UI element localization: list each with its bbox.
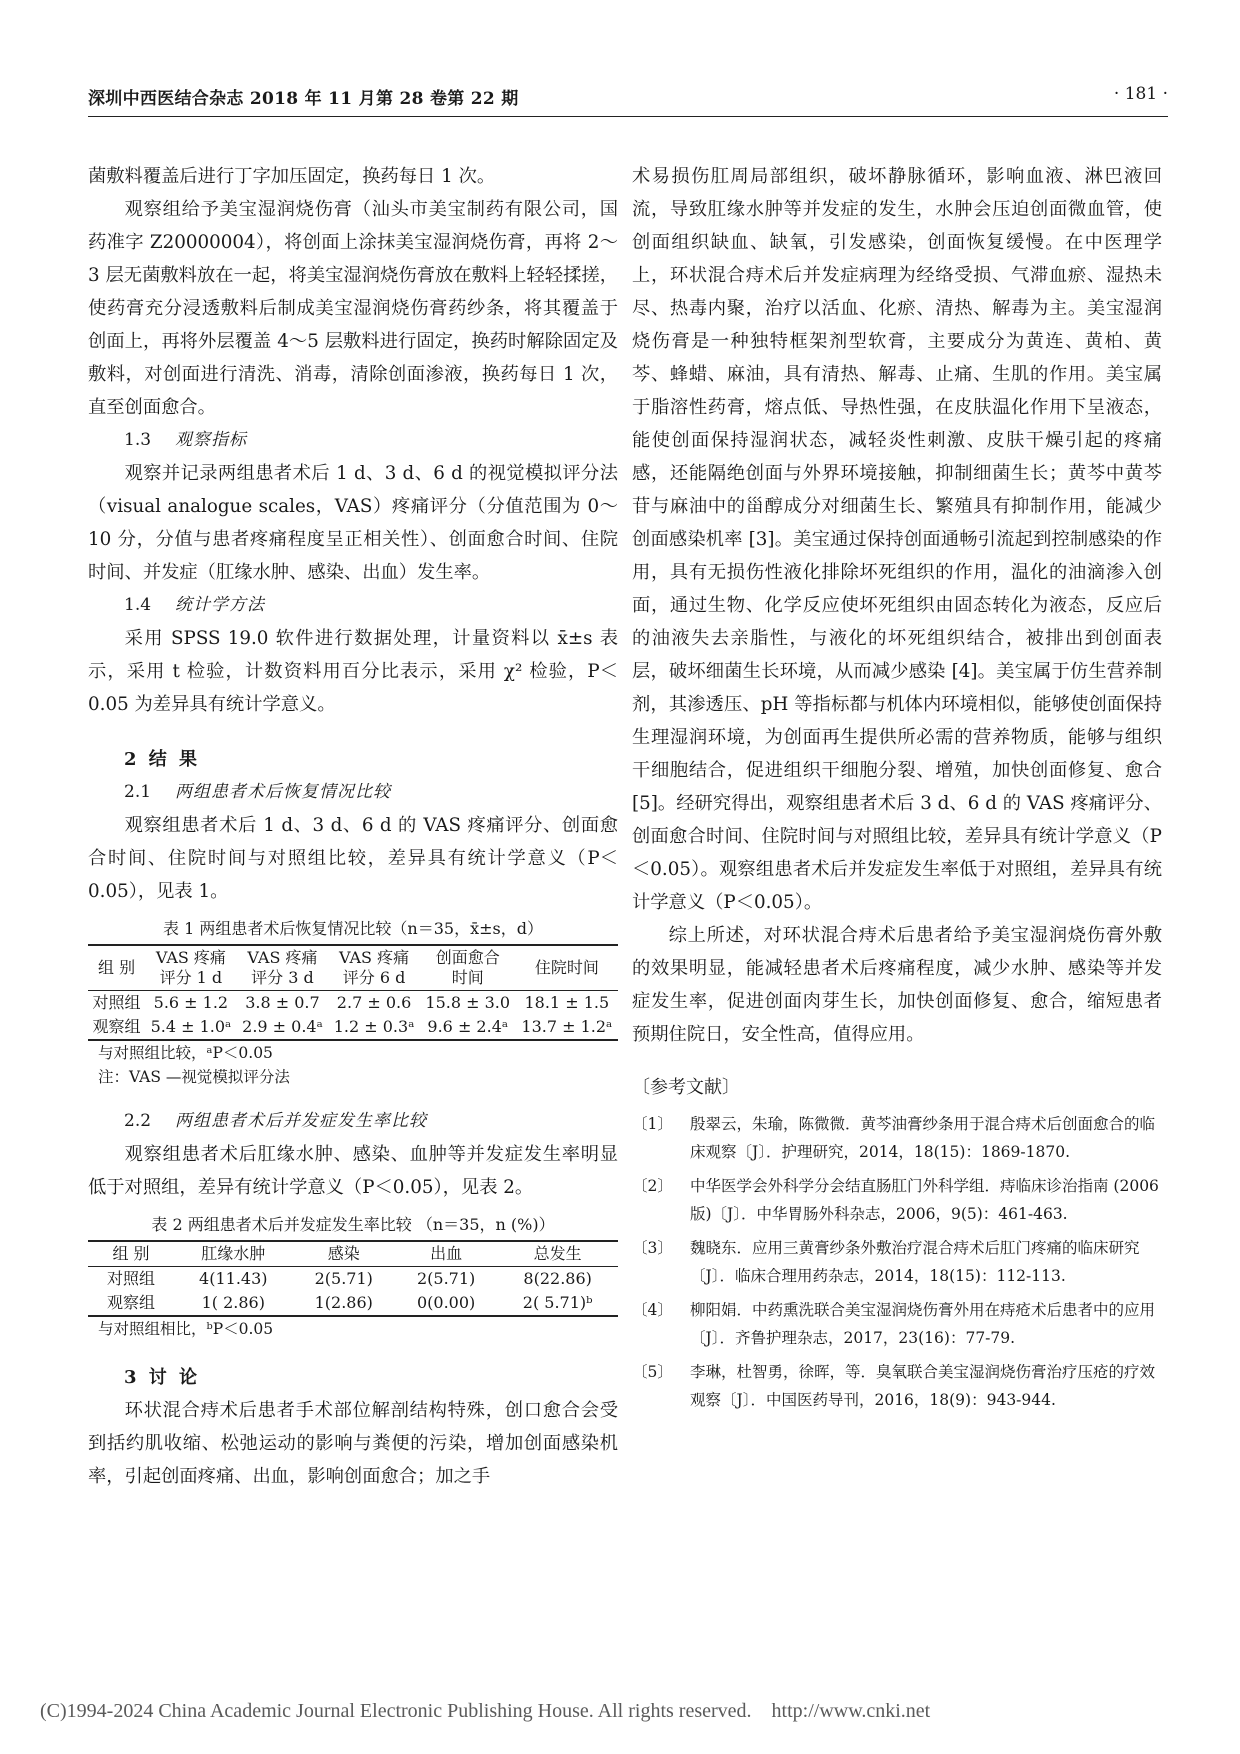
paragraph: 采用 SPSS 19.0 软件进行数据处理，计量资料以 x̄±s 表示，采用 t 检验，计数资料用百分比表示，采用 χ² 检验，P＜0.05 为差异具有统计学意义。 — [88, 628, 618, 715]
section-number: 2.2 — [124, 1111, 152, 1131]
section-title: 两组患者术后恢复情况比较 — [175, 782, 392, 802]
section-heading — [88, 424, 618, 457]
table-header: VAS 疼痛 评分 1 d — [145, 945, 237, 991]
section-title: 观察指标 — [175, 430, 248, 450]
table-header: 组 别 — [88, 945, 145, 991]
journal-title: 深圳中西医结合杂志 2018 年 11 月第 28 卷第 22 期 — [88, 89, 519, 109]
table-header: VAS 疼痛 评分 6 d — [328, 945, 420, 991]
reference-number: 〔3〕 — [632, 1239, 673, 1257]
table-1-caption: 表 1 两组患者术后恢复情况比较（n＝35，x̄±s，d） — [163, 919, 543, 938]
table-2-caption: 表 2 两组患者术后并发症发生率比较 （n＝35，n (%)） — [151, 1215, 555, 1234]
right-column — [632, 160, 1162, 1420]
table-row: 对照组 4(11.43) 2(5.71) 2(5.71) 8(22.86) — [106, 1269, 592, 1288]
table-header: 肛缘水肿 — [174, 1241, 293, 1267]
reference-item — [632, 1234, 1162, 1290]
references-heading: 〔参考文献〕 — [632, 1077, 740, 1098]
paragraph: 观察组患者术后肛缘水肿、感染、血肿等并发症发生率明显低于对照组，差异有统计学意义（P＜0.05），见表 2。 — [88, 1144, 618, 1198]
paragraph: 观察并记录两组患者术后 1 d、3 d、6 d 的视觉模拟评分法（visual analogue scales，VAS）疼痛评分（分值范围为 0～10 分，分值与患者疼痛程度呈正相关性）、创面愈合时间、住院时间、并发症（肛缘水肿、感染、出血）发生率。 — [88, 463, 618, 583]
section-title: 两组患者术后并发症发生率比较 — [175, 1111, 428, 1131]
reference-item — [632, 1296, 1162, 1352]
table-note: 注：VAS —视觉模拟评分法 — [98, 1068, 290, 1086]
section-heading-results: 2 结 果 — [124, 749, 201, 770]
reference-item — [632, 1358, 1162, 1414]
table-header: 感染 — [293, 1241, 395, 1267]
reference-text: 魏晓东．应用三黄膏纱条外敷治疗混合痔术后肛门疼痛的临床研究〔J〕．临床合理用药杂志，2014，18(15)：112-113. — [690, 1239, 1140, 1285]
table-note: 与对照组比较，ᵃP＜0.05 — [98, 1044, 273, 1062]
section-heading — [88, 776, 618, 809]
copyright-footer — [40, 1700, 930, 1723]
reference-number: 〔1〕 — [632, 1115, 673, 1133]
table-row: 对照组 5.6 ± 1.2 3.8 ± 0.7 2.7 ± 0.6 15.8 ± 3.0 18.1 ± 1.5 — [92, 993, 610, 1012]
reference-text: 柳阳娟．中药熏洗联合美宝湿润烧伤膏外用在痔疮术后患者中的应用〔J〕．齐鲁护理杂志，2017，23(16)：77-79. — [690, 1301, 1156, 1347]
paragraph: 综上所述，对环状混合痔术后患者给予美宝湿润烧伤膏外敷的效果明显，能减轻患者术后疼痛程度，减少水肿、感染等并发症发生率，促进创面肉芽生长，加快创面修复、愈合，缩短患者预期住院日，安全性高，值得应用。 — [632, 925, 1162, 1045]
reference-text: 殷翠云，朱瑜，陈微微．黄芩油膏纱条用于混合痔术后创面愈合的临床观察〔J〕．护理研究，2014，18(15)：1869-1870. — [690, 1115, 1156, 1161]
table-row: 观察组 1( 2.86) 1(2.86) 0(0.00) 2( 5.71)ᵇ — [88, 1291, 618, 1316]
paragraph: 术易损伤肛周局部组织，破坏静脉循环，影响血液、淋巴液回流，导致肛缘水肿等并发症的发生，水肿会压迫创面微血管，使创面组织缺血、缺氧，引发感染，创面恢复缓慢。在中医理学上，环状混合痔术后并发症病理为经络受损、气滞血瘀、湿热未尽、热毒内聚，治疗以活血、化瘀、清热、解毒为主。美宝湿润烧伤膏是一种独特框架剂型软膏，主要成分为黄连、黄柏、黄芩、蜂蜡、麻油，具有清热、解毒、止痛、生肌的作用。美宝属于脂溶性药膏，熔点低、导热性强，在皮肤温化作用下呈液态，能使创面保持湿润状态，减轻炎性刺激、皮肤干燥引起的疼痛感，还能隔绝创面与外界环境接触，抑制细菌生长；黄芩中黄芩苷与麻油中的甾醇成分对细菌生长、繁殖具有抑制作用，能减少创面感染机率 [3]。美宝通过保持创面通畅引流起到控制感染的作用，具有无损伤性液化排除坏死组织的作用，温化的油滴渗入创面，通过生物、化学反应使坏死组织由固态转化为液态，反应后的油液失去亲脂性，与液化的坏死组织结合，被排出到创面表层，破坏细菌生长环境，从而减少感染 [4]。美宝属于仿生营养制剂，其渗透压、pH 等指标都与机体内环境相似，能够使创面保持生理湿润环境，为创面再生提供所必需的营养物质，能够与组织干细胞结合，促进组织干细胞分裂、增殖，加快创面修复、愈合 [5]。经研究得出，观察组患者术后 3 d、6 d 的 VAS 疼痛评分、创面愈合时间、住院时间与对照组比较，差异具有统计学意义（P＜0.05）。观察组患者术后并发症发生率低于对照组，差异具有统计学意义（P＜0.05）。 — [632, 166, 1162, 913]
table-header: 出血 — [395, 1241, 497, 1267]
footer-url: http://www.cnki.net — [771, 1700, 931, 1722]
section-heading — [88, 1105, 618, 1138]
reference-number: 〔2〕 — [632, 1177, 673, 1195]
section-heading — [88, 589, 618, 622]
paragraph: 菌敷料覆盖后进行丁字加压固定，换药每日 1 次。 — [88, 166, 496, 187]
copyright-text: (C)1994-2024 China Academic Journal Electronic Publishing House. All rights reserved. — [40, 1700, 752, 1722]
section-heading-discussion: 3 讨 论 — [124, 1367, 201, 1388]
table-2 — [88, 1240, 618, 1317]
table-note: 与对照组相比，ᵇP＜0.05 — [98, 1320, 274, 1338]
reference-text: 李琳，杜智勇，徐晖，等．臭氧联合美宝湿润烧伤膏治疗压疮的疗效观察〔J〕．中国医药导刊，2016，18(9)：943-944. — [690, 1363, 1156, 1409]
table-header: VAS 疼痛 评分 3 d — [237, 945, 329, 991]
table-header: 组 别 — [88, 1241, 174, 1267]
paragraph: 观察组患者术后 1 d、3 d、6 d 的 VAS 疼痛评分、创面愈合时间、住院时间与对照组比较，差异具有统计学意义（P＜0.05），见表 1。 — [88, 815, 618, 902]
reference-number: 〔5〕 — [632, 1363, 673, 1381]
section-number: 2.1 — [124, 782, 152, 802]
reference-item — [632, 1110, 1162, 1166]
paragraph: 观察组给予美宝湿润烧伤膏（汕头市美宝制药有限公司，国药准字 Z20000004），将创面上涂抹美宝湿润烧伤膏，再将 2～3 层无菌敷料放在一起，将美宝湿润烧伤膏放在敷料上轻轻揉搓，使药膏充分浸透敷料后制成美宝湿润烧伤膏药纱条，将其覆盖于创面上，再将外层覆盖 4～5 层敷料进行固定，换药时解除固定及敷料，对创面进行清洗、消毒，清除创面渗液，换药每日 1 次，直至创面愈合。 — [88, 199, 618, 418]
section-number: 1.3 — [124, 430, 152, 450]
section-title: 统计学方法 — [175, 595, 266, 615]
table-header: 创面愈合 时间 — [420, 945, 516, 991]
reference-text: 中华医学会外科学分会结直肠肛门外科学组．痔临床诊治指南 (2006 版)〔J〕．中华胃肠外科杂志，2006，9(5)：461-463. — [690, 1177, 1159, 1223]
left-column — [88, 160, 618, 1493]
section-number: 1.4 — [124, 595, 152, 615]
paragraph: 环状混合痔术后患者手术部位解剖结构特殊，创口愈合会受到括约肌收缩、松弛运动的影响与粪便的污染，增加创面感染机率，引起创面疼痛、出血，影响创面愈合；加之手 — [88, 1400, 618, 1487]
running-header — [88, 84, 1168, 117]
page-number: · 181 · — [1113, 84, 1168, 104]
table-header: 总发生 — [497, 1241, 618, 1267]
reference-number: 〔4〕 — [632, 1301, 673, 1319]
table-row: 观察组 5.4 ± 1.0ᵃ 2.9 ± 0.4ᵃ 1.2 ± 0.3ᵃ 9.6 ± 2.4ᵃ 13.7 ± 1.2ᵃ — [88, 1015, 618, 1040]
reference-item — [632, 1172, 1162, 1228]
table-1 — [88, 944, 618, 1041]
table-header: 住院时间 — [516, 945, 618, 991]
